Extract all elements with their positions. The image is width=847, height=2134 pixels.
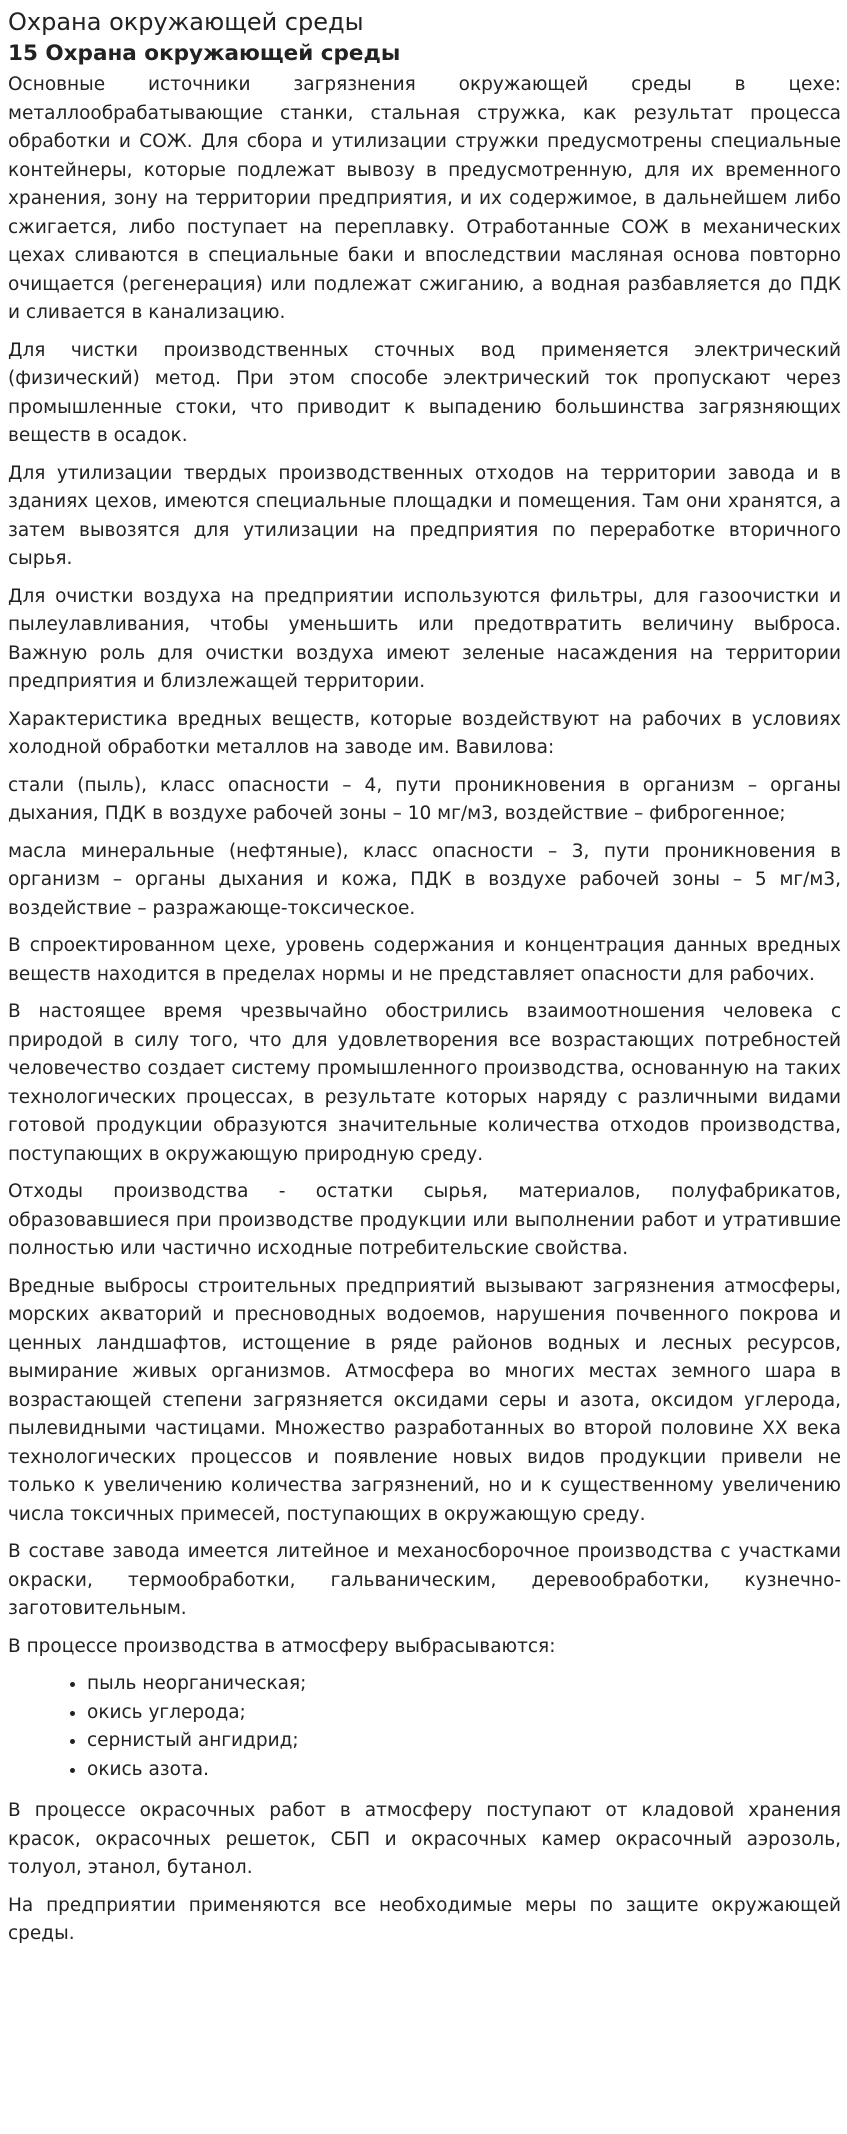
list-item: • сернистый ангидрид; (87, 1727, 841, 1756)
paragraph-production-waste: Отходы производства - остатки сырья, материалов, полуфабрикатов, образовавшиеся при производстве продукции или выполнении работ и утратившие полностью или частично исходные потребительские свойства. (8, 1181, 841, 1259)
paragraph-air-cleaning: Для очистки воздуха на предприятии используются фильтры, для газоочистки и пылеулавливания, чтобы уменьшить или предотвратить величину выброса. Важную роль для очистки воздуха имеют зеленые насаждения на территории предприятия и близлежащей территории. (8, 585, 841, 692)
emissions-list (8, 1670, 841, 1784)
list-item: • окись углерода; (87, 1699, 841, 1728)
paragraph-mineral-oils: масла минеральные (нефтяные), класс опасности – 3, пути проникновения в организм – органы дыхания и кожа, ПДК в воздухе рабочей зоны – 5 мг/м3, воздействие – разражающе-токсическое. (8, 840, 841, 919)
paragraph-harmful-substances-intro: Характеристика вредных веществ, которые воздействуют на рабочих в условиях холодной обработки металлов на заводе им. Вавилова: (8, 708, 841, 758)
paragraph-emissions-intro: В процессе производства в атмосферу выбрасываются: (8, 1635, 556, 1657)
paragraph-workshop-levels: В спроектированном цехе, уровень содержания и концентрация данных вредных веществ находится в пределах нормы и не представляет опасности для рабочих. (8, 935, 841, 985)
body-after-list (8, 1797, 841, 1949)
paragraph-harmful-emissions: Вредные выбросы строительных предприятий вызывают загрязнения атмосферы, морских акваторий и пресноводных водоемов, нарушения почвенного покрова и ценных ландшафтов, истощение в ряде районов водных и лесных ресурсов, вымирание живых организмов. Атмосфера во многих местах земного шара в возрастающей степени загрязняется оксидами серы и азота, оксидом углерода, пылевидными частицами. Множество разработанных во второй половине XX века технологических процессов и появление новых видов продукции привели не только к увеличению количества загрязнений, но и к существенному увеличению числа токсичных примесей, поступающих в окружающую среду. (8, 1275, 841, 1525)
paragraph-pollution-sources: Основные источники загрязнения окружающей среды в цехе: металлообрабатывающие станки, стальная стружка, как результат процесса обработки и СОЖ. Для сбора и утилизации стружки предусмотрены специальные контейнеры, которые подлежат вывозу в предусмотренную, для их временного хранения, зону на территории предприятия, и их содержимое, в дальнейшем либо сжигается, либо поступает на переплавку. Отработанные СОЖ в механических цехах сливаются в специальные баки и впоследствии масляная основа повторно очищается (регенерация) или подлежат сжиганию, а водная разбавляется до ПДК и сливается в канализацию. (8, 74, 841, 323)
paragraph-wastewater: Для чистки производственных сточных вод применяется электрический (физический) метод. При этом способе электрический ток пропускают через промышленные стоки, что приводит к выпадению большинства загрязняющих веществ в осадок. (8, 339, 841, 446)
page-title: Охрана окружающей среды (8, 8, 364, 36)
section-heading: 15 Охрана окружающей среды (8, 41, 401, 66)
paragraph-protection-measures: На предприятии применяются все необходимые меры по защите окружающей среды. (8, 1894, 841, 1944)
paragraph-painting-emissions: В процессе окрасочных работ в атмосферу поступают от кладовой хранения красок, окрасочных решеток, СБП и окрасочных камер окрасочный аэрозоль, толуол, этанол, бутанол. (8, 1800, 841, 1878)
paragraph-plant-composition: В составе завода имеется литейное и механосборочное производства с участками окраски, термообработки, гальваническим, деревообработки, кузнечно-заготовительным. (8, 1541, 841, 1619)
list-item: • пыль неорганическая; (87, 1670, 841, 1699)
list-item: • окись азота. (87, 1756, 841, 1785)
paragraph-steel-dust: стали (пыль), класс опасности – 4, пути проникновения в организм – органы дыхания, ПДК в воздухе рабочей зоны – 10 мг/м3, воздействие – фиброгенное; (8, 774, 841, 824)
paragraph-solid-waste: Для утилизации твердых производственных отходов на территории завода и в зданиях цехов, имеются специальные площадки и помещения. Там они хранятся, а затем вывозятся для утилизации на предприятия по переработке вторичного сырья. (8, 462, 841, 569)
paragraph-human-nature: В настоящее время чрезвычайно обострились взаимоотношения человека с природой в силу того, что для удовлетворения все возрастающих потребностей человечество создает систему промышленного производства, основанную на таких технологических процессах, в результате которых наряду с различными видами готовой продукции образуются значительные количества отходов производства, поступающих в окружающую природную среду. (8, 1001, 841, 1165)
body-before-list (8, 71, 841, 1661)
